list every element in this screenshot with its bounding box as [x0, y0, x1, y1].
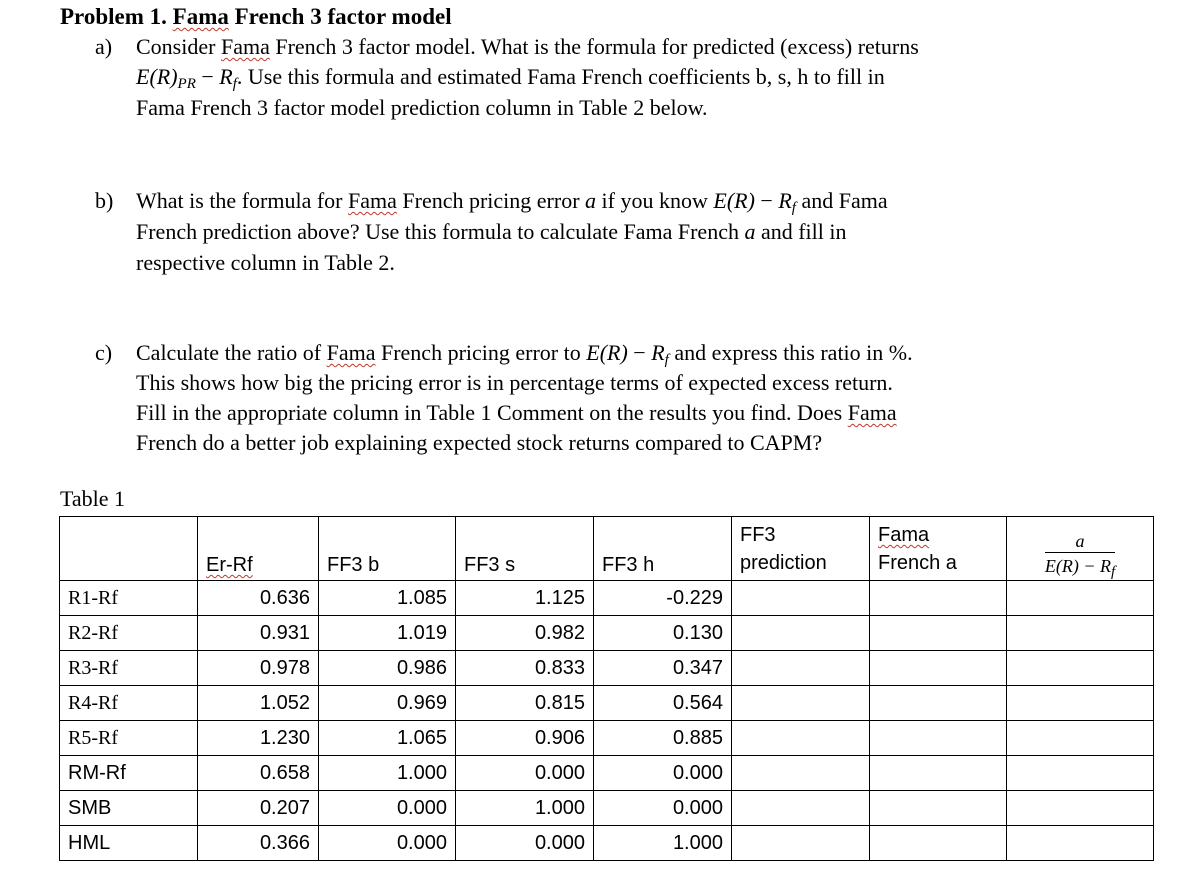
cell-ff3-b: 1.065	[319, 721, 456, 756]
cell-ff3-s: 0.000	[456, 826, 594, 861]
cell-ratio[interactable]	[1007, 721, 1154, 756]
header-ratio-denominator	[1044, 552, 1116, 580]
part-b-l1-mid: French pricing error	[396, 188, 586, 213]
part-c-l3-fama: Fama	[847, 400, 897, 425]
part-b-minus: −	[754, 188, 779, 213]
part-c-line-1	[136, 339, 913, 367]
part-a-l1-fama: Fama	[220, 34, 270, 59]
row-label: R2-Rf	[60, 616, 198, 651]
row-label: RM-Rf	[60, 756, 198, 791]
part-b-math-er: E(R)	[713, 188, 755, 213]
part-c-l3-pre: Fill in the appropriate column in Table 1 Comment on the results you find. Does	[136, 400, 848, 425]
cell-ratio[interactable]	[1007, 826, 1154, 861]
cell-ff3-b: 0.969	[319, 686, 456, 721]
header-ratio-numerator: a	[1075, 531, 1085, 551]
part-c-l1-post: and express this ratio in %.	[668, 340, 913, 365]
row-label: HML	[60, 826, 198, 861]
part-a-line-3: Fama French 3 factor model prediction column in Table 2 below.	[136, 95, 708, 120]
part-c-l1-pre: Calculate the ratio of	[136, 340, 327, 365]
part-c-l1-fama: Fama	[326, 340, 376, 365]
cell-ratio[interactable]	[1007, 756, 1154, 791]
part-b-line-3: respective column in Table 2.	[136, 250, 395, 275]
part-b-l1-mid2: if you know	[596, 188, 714, 213]
header-ff3-prediction-line2: prediction	[740, 552, 827, 574]
cell-ff3-s: 0.982	[456, 616, 594, 651]
part-b-l2-alpha: a	[744, 219, 756, 244]
header-ratio-fraction	[1015, 530, 1145, 580]
part-a-l1-post: French 3 factor model. What is the formula for predicted (excess) returns	[269, 34, 919, 59]
part-c-minus: −	[627, 340, 652, 365]
cell-fama-french-a[interactable]	[870, 581, 1007, 616]
row-label: R5-Rf	[60, 721, 198, 756]
part-c-math-er: E(R)	[586, 340, 628, 365]
cell-ff3-s: 0.000	[456, 756, 594, 791]
part-c-letter: c)	[95, 340, 113, 365]
factor-table	[59, 516, 1154, 861]
cell-fama-french-a[interactable]	[870, 826, 1007, 861]
cell-ff3-h: 1.000	[594, 826, 732, 861]
header-fama-french-a	[870, 517, 1007, 581]
cell-ff3-h: 0.130	[594, 616, 732, 651]
header-ff3-s: FF3 s	[456, 517, 594, 581]
table-row	[60, 616, 1154, 651]
part-b-l1-post: and Fama	[795, 188, 888, 213]
cell-ff3-h: 0.000	[594, 791, 732, 826]
cell-er-rf: 0.978	[198, 651, 319, 686]
header-er-rf-text: Er-Rf	[206, 554, 253, 576]
table-caption: Table 1	[60, 486, 126, 511]
part-b-line-1	[136, 187, 888, 215]
cell-ff3-prediction[interactable]	[732, 826, 870, 861]
header-ratio	[1007, 517, 1154, 581]
table-header-row	[60, 517, 1154, 581]
cell-ratio[interactable]	[1007, 651, 1154, 686]
table-row	[60, 791, 1154, 826]
cell-ratio[interactable]	[1007, 581, 1154, 616]
table-row	[60, 721, 1154, 756]
cell-fama-french-a[interactable]	[870, 756, 1007, 791]
row-label: R1-Rf	[60, 581, 198, 616]
cell-ff3-h: 0.885	[594, 721, 732, 756]
cell-er-rf: 0.658	[198, 756, 319, 791]
header-empty-cell	[60, 517, 198, 581]
part-a-sub-pr: PR	[177, 76, 196, 92]
cell-er-rf: 0.931	[198, 616, 319, 651]
cell-ff3-h: -0.229	[594, 581, 732, 616]
part-b-l2-post: and fill in	[755, 219, 847, 244]
cell-ff3-b: 1.085	[319, 581, 456, 616]
header-er-rf	[198, 517, 319, 581]
cell-er-rf: 0.636	[198, 581, 319, 616]
cell-ff3-prediction[interactable]	[732, 686, 870, 721]
cell-fama-french-a[interactable]	[870, 686, 1007, 721]
cell-ratio[interactable]	[1007, 616, 1154, 651]
part-a-sub-f: f	[232, 76, 237, 92]
cell-ff3-h: 0.347	[594, 651, 732, 686]
part-a-l2-post: . Use this formula and estimated Fama French coefficients b, s, h to fill in	[236, 64, 885, 89]
table-row	[60, 581, 1154, 616]
cell-ratio[interactable]	[1007, 686, 1154, 721]
header-fama-a-line1: Fama	[878, 524, 930, 546]
part-a-math-r: R	[219, 64, 233, 89]
cell-fama-french-a[interactable]	[870, 616, 1007, 651]
cell-ff3-b: 0.000	[319, 791, 456, 826]
header-ff3-h: FF3 h	[594, 517, 732, 581]
part-b-l1-alpha: a	[585, 188, 597, 213]
problem-title	[60, 4, 452, 30]
header-ff3-prediction	[732, 517, 870, 581]
cell-er-rf: 0.207	[198, 791, 319, 826]
row-label: SMB	[60, 791, 198, 826]
part-a-math-er: E(R)	[136, 64, 178, 89]
cell-ratio[interactable]	[1007, 791, 1154, 826]
part-b-l1-fama: Fama	[348, 188, 397, 213]
header-ff3-prediction-line1: FF3	[740, 524, 776, 546]
part-c-l1-mid: French pricing error to	[375, 340, 587, 365]
cell-fama-french-a[interactable]	[870, 721, 1007, 756]
cell-ff3-s: 0.906	[456, 721, 594, 756]
part-b-sub-f: f	[791, 200, 796, 216]
cell-ff3-s: 1.125	[456, 581, 594, 616]
cell-ff3-prediction[interactable]	[732, 651, 870, 686]
part-b-math-r: R	[778, 188, 792, 213]
header-ratio-den-sub: f	[1110, 564, 1116, 580]
title-suffix: French 3 factor model	[228, 4, 452, 29]
cell-ff3-h: 0.564	[594, 686, 732, 721]
cell-fama-french-a[interactable]	[870, 651, 1007, 686]
title-fama-word: Fama	[172, 4, 229, 29]
table-row	[60, 651, 1154, 686]
cell-er-rf: 1.052	[198, 686, 319, 721]
cell-ff3-prediction[interactable]	[732, 581, 870, 616]
cell-ff3-s: 0.833	[456, 651, 594, 686]
row-label: R4-Rf	[60, 686, 198, 721]
header-ff3-b: FF3 b	[319, 517, 456, 581]
part-c-math-r: R	[651, 340, 665, 365]
cell-ff3-prediction[interactable]	[732, 721, 870, 756]
table-row	[60, 826, 1154, 861]
table-row	[60, 686, 1154, 721]
header-ratio-den-text: E(R) − R	[1044, 556, 1111, 576]
part-b-l2-pre: French prediction above? Use this formula to calculate Fama French	[136, 219, 745, 244]
header-fama-a-line2: French a	[878, 552, 957, 574]
cell-ff3-s: 1.000	[456, 791, 594, 826]
cell-ff3-h: 0.000	[594, 756, 732, 791]
cell-ff3-b: 1.019	[319, 616, 456, 651]
part-c-line-4: French do a better job explaining expected stock returns compared to CAPM?	[136, 430, 823, 455]
part-c-line-2: This shows how big the pricing error is in percentage terms of expected excess return.	[136, 370, 893, 395]
part-c-sub-f: f	[664, 352, 669, 368]
cell-fama-french-a[interactable]	[870, 791, 1007, 826]
part-b-l1-pre: What is the formula for	[136, 188, 348, 213]
title-prefix: Problem 1.	[60, 4, 173, 29]
cell-er-rf: 1.230	[198, 721, 319, 756]
part-a-line-2	[136, 63, 885, 91]
part-a-l1-pre: Consider	[136, 34, 221, 59]
cell-ff3-s: 0.815	[456, 686, 594, 721]
part-a-letter: a)	[95, 34, 113, 59]
cell-ff3-prediction[interactable]	[732, 791, 870, 826]
cell-ff3-prediction[interactable]	[732, 616, 870, 651]
cell-ff3-b: 0.000	[319, 826, 456, 861]
part-a-line-1	[136, 33, 919, 61]
part-b-line-2	[136, 218, 847, 246]
table-row	[60, 756, 1154, 791]
cell-ff3-b: 0.986	[319, 651, 456, 686]
cell-ff3-b: 1.000	[319, 756, 456, 791]
part-b-letter: b)	[95, 188, 114, 213]
row-label: R3-Rf	[60, 651, 198, 686]
part-c-line-3	[136, 399, 897, 427]
part-a-minus: −	[195, 64, 220, 89]
cell-er-rf: 0.366	[198, 826, 319, 861]
cell-ff3-prediction[interactable]	[732, 756, 870, 791]
